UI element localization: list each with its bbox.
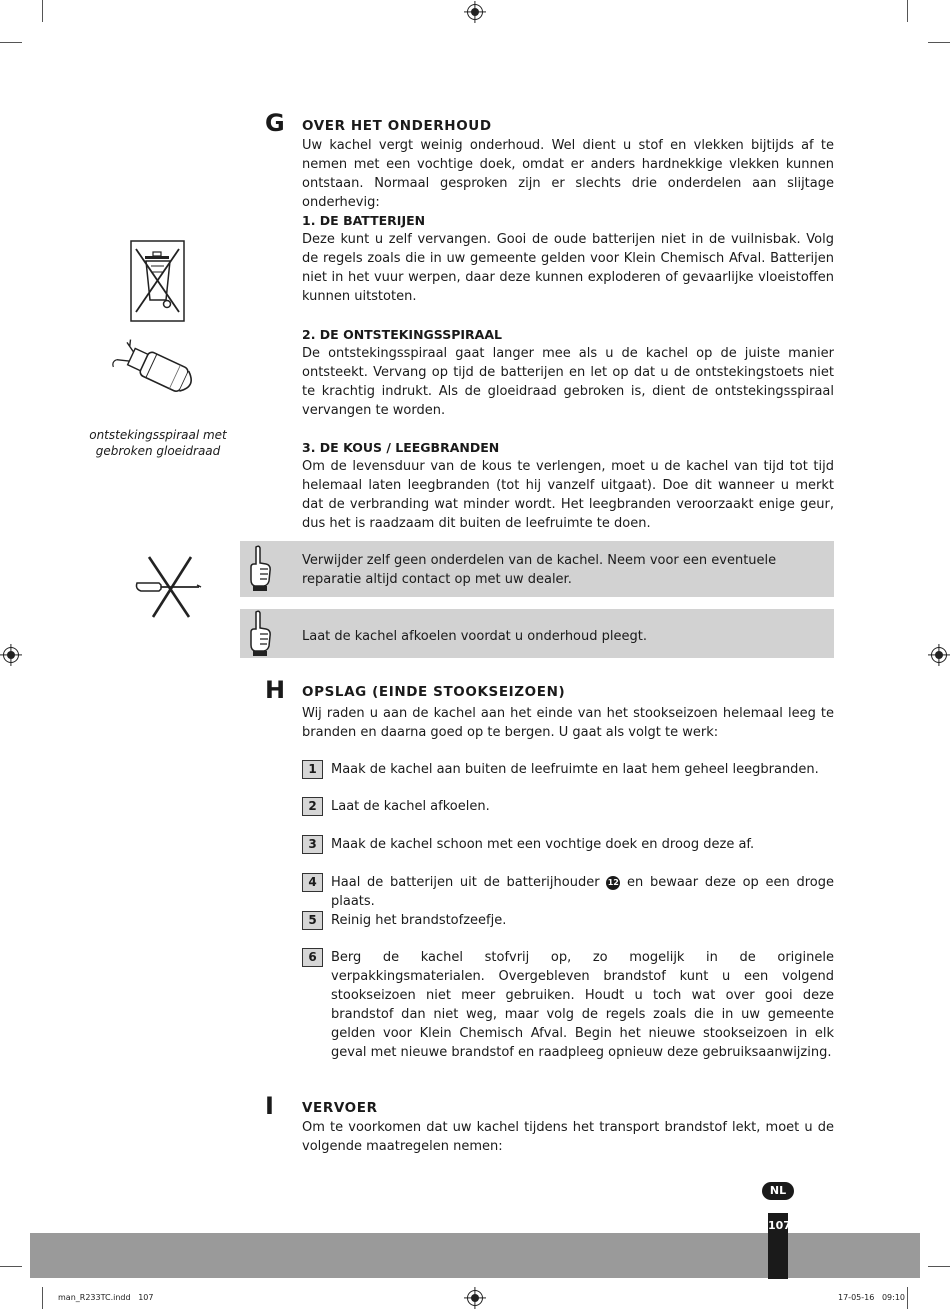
battery-holder-ref-badge: 12 — [606, 876, 620, 890]
crossed-out-wheelie-bin-icon — [130, 240, 185, 322]
pointing-hand-icon — [246, 610, 274, 662]
warning-note-no-disassembly — [240, 541, 834, 597]
storage-intro: Wij raden u aan de kachel aan het einde van het stookseizoen helemaal leeg te branden en daarna goed op te bergen. U gaat als volgt te werk: — [302, 706, 834, 740]
step-number: 6 — [302, 948, 323, 967]
item-title-ignition-coil: 2. DE ONTSTEKINGSSPIRAAL — [302, 327, 502, 342]
crossed-screwdriver-icon — [133, 553, 205, 621]
slug-filename: man_R233TC.indd 107 — [58, 1293, 154, 1302]
step-text: Laat de kachel afkoelen. — [331, 799, 490, 814]
step-text: Maak de kachel schoon met een vochtige doek en droog deze af. — [331, 837, 755, 852]
step-number: 5 — [302, 911, 323, 930]
step-text: Berg de kachel stofvrij op, zo mogelijk in de originele verpakkingsmaterialen. Overgebleven brandstof kunt u een volgend stookseizoen niet meer gebruiken. Houdt u toch wat over gooi deze brandstof dan niet weg, maar volg de regels zoals die in uw gemeente gelden voor Klein Chemisch Afval. Begin het nieuwe stookseizoen in elk geval met nieuwe brandstof en raadpleeg opnieuw deze gebruiksaanwijzing. — [331, 950, 834, 1060]
registration-mark-left — [3, 647, 19, 663]
item-text-wick: Om de levensduur van de kous te verlengen, moet u de kachel van tijd tot tijd helemaal laten leegbranden (tot hij vanzelf uitgaat). Doe dit wanneer u merkt dat de verbranding wat minder wordt. Het leegbranden veroorzaakt enige geur, dus het is raadzaam dit buiten de leefruimte te doen. — [302, 459, 834, 531]
ignition-coil-icon — [112, 337, 208, 405]
item-title-batteries: 1. DE BATTERIJEN — [302, 213, 426, 228]
slug-timestamp: 17-05-16 09:10 — [838, 1293, 905, 1302]
step-number: 2 — [302, 797, 323, 816]
section-title-maintenance: OVER HET ONDERHOUD — [302, 118, 492, 134]
step-text: Maak de kachel aan buiten de leefruimte en laat hem geheel leegbranden. — [331, 762, 819, 777]
step-text: Reinig het brandstofzeefje. — [331, 913, 507, 928]
registration-mark-right — [931, 647, 947, 663]
transport-intro: Om te voorkomen dat uw kachel tijdens het transport brandstof lekt, moet u de volgende maatregelen nemen: — [302, 1120, 834, 1154]
note-text-no-disassembly: Verwijder zelf geen onderdelen van de kachel. Neem voor een eventuele reparatie altijd contact op met uw dealer. — [302, 553, 777, 587]
step-number: 3 — [302, 835, 323, 854]
registration-mark-bottom — [467, 1290, 483, 1306]
step-text-before: Haal de batterijen uit de batterijhouder — [331, 875, 600, 890]
section-letter-g: G — [265, 109, 285, 137]
page-number: 107 — [768, 1213, 788, 1279]
maintenance-intro: Uw kachel vergt weinig onderhoud. Wel dient u stof en vlekken bijtijds af te nemen met een vochtige doek, omdat er anders hardnekkige vlekken kunnen ontstaan. Normaal gesproken zijn er slechts drie onderdelen aan slijtage onderhevig: — [302, 138, 834, 210]
step-text-after: en bewaar deze op een droge plaats. — [331, 875, 834, 909]
pointing-hand-icon — [246, 545, 274, 597]
step-number: 1 — [302, 760, 323, 779]
language-badge: NL — [762, 1182, 794, 1200]
item-title-wick: 3. DE KOUS / LEEGBRANDEN — [302, 440, 500, 455]
item-text-batteries: Deze kunt u zelf vervangen. Gooi de oude batterijen niet in de vuilnisbak. Volg de regels zoals die in uw gemeente gelden voor Klein Chemisch Afval. Batterijen niet in het vuur werpen, daar deze kunnen exploderen of gevaarlijke vloeistoffen kunnen uitstoten. — [302, 232, 834, 304]
note-text-cool-down: Laat de kachel afkoelen voordat u onderhoud pleegt. — [302, 629, 647, 644]
section-title-storage: OPSLAG (EINDE STOOKSEIZOEN) — [302, 684, 566, 700]
step-text — [331, 873, 834, 911]
section-title-transport: VERVOER — [302, 1100, 378, 1116]
section-letter-h: H — [265, 676, 286, 704]
coil-caption: ontstekingsspiraal met gebroken gloeidraad — [89, 428, 227, 458]
step-number: 4 — [302, 873, 323, 892]
registration-mark-top — [467, 4, 483, 20]
section-letter-i: I — [265, 1092, 274, 1120]
warning-note-cool-down — [240, 609, 834, 658]
item-text-ignition-coil: De ontstekingsspiraal gaat langer mee als u de kachel op de juiste manier ontsteekt. Vervang op tijd de batterijen en let op dat u de ontstekingstoets niet te krachtig indrukt. Als de gloeidraad gebroken is, dient de ontstekingsspiraal vervangen te worden. — [302, 346, 834, 418]
